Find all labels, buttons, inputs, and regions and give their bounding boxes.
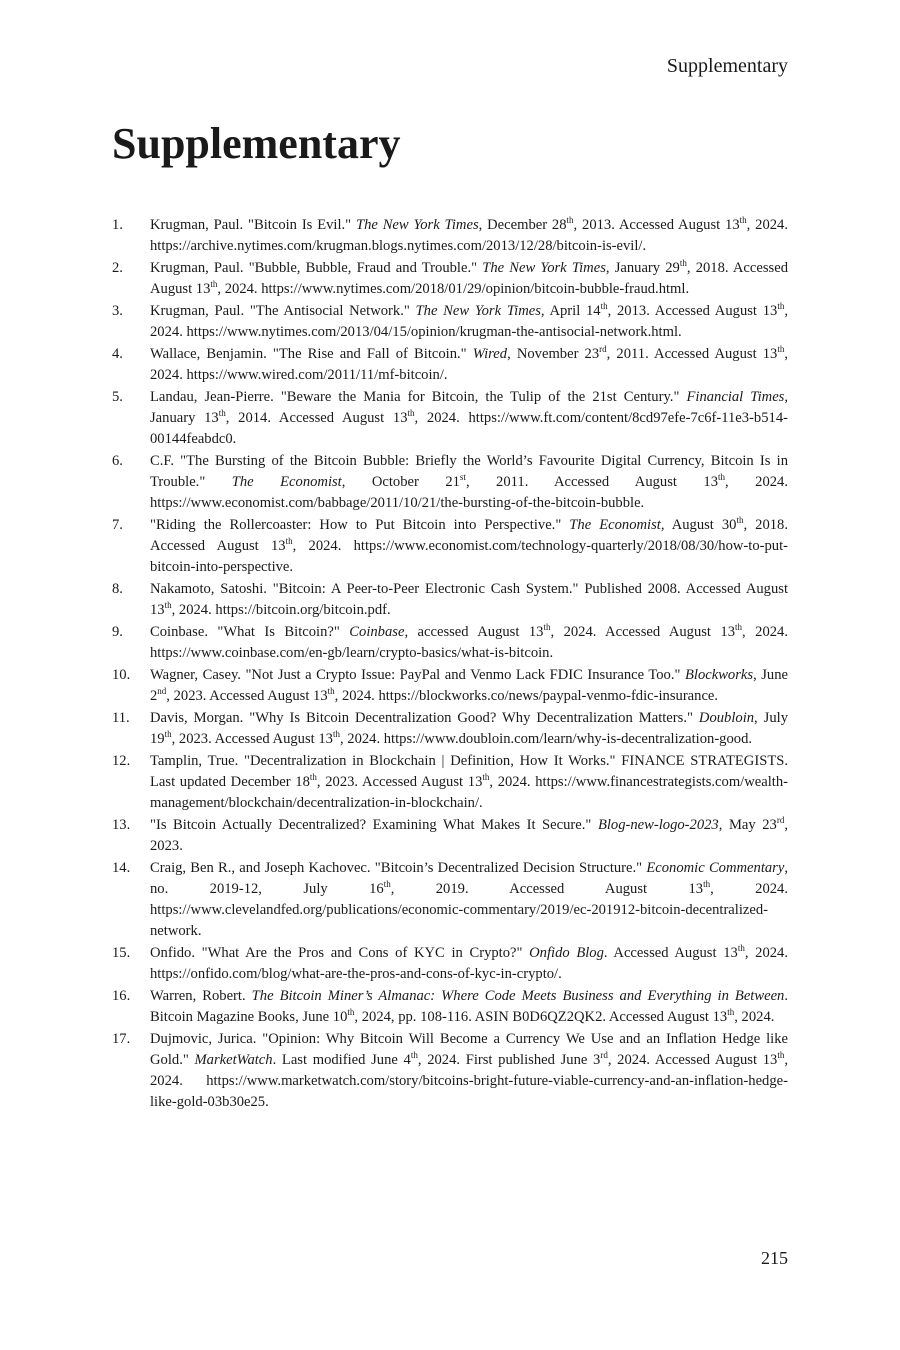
reference-text [150, 943, 788, 985]
reference-text-run: , 2013. Accessed August 13 [607, 303, 778, 319]
reference-item [112, 258, 788, 300]
ordinal-suffix: th [679, 258, 687, 269]
reference-item [112, 451, 788, 514]
reference-item [112, 344, 788, 386]
reference-text [150, 579, 788, 621]
ordinal-suffix: th [739, 215, 747, 226]
ordinal-suffix: th [164, 729, 172, 740]
reference-text-run: Onfido. "What Are the Pros and Cons of KYC in Crypto?" [150, 945, 530, 961]
ordinal-suffix: th [407, 408, 415, 419]
publication-title: Financial Times [686, 389, 785, 405]
publication-title: Wired [472, 346, 508, 362]
reference-number: 17. [112, 1031, 131, 1047]
ordinal-suffix: th [600, 301, 608, 312]
reference-text-run: , 2024. First published June 3 [417, 1052, 601, 1068]
reference-text-run: , 2023. Accessed August 13 [171, 731, 333, 747]
reference-item [112, 815, 788, 857]
reference-text-run: . Bitcoin Magazine Books, June 10 [150, 988, 789, 1025]
ordinal-suffix: th [164, 600, 172, 611]
ordinal-suffix: rd [776, 815, 785, 826]
reference-text-run: , 2024. Accessed August 13 [550, 624, 736, 640]
ordinal-suffix: th [347, 1007, 355, 1018]
ordinal-suffix: th [727, 1007, 735, 1018]
reference-number: 8. [112, 581, 123, 597]
publication-title: The New York Times [482, 260, 606, 276]
reference-text-run: , June 2 [150, 667, 788, 704]
ordinal-suffix: th [309, 772, 317, 783]
reference-text-run: , 2024. https://www.ft.com/content/8cd97efe-7c6f-11e3-b514-00144feabdc0. [150, 410, 788, 447]
reference-text [150, 708, 788, 750]
reference-text-run: , 2024. https://www.financestrategists.com/wealth-management/blockchain/decentralization-in-blockchain/. [150, 774, 788, 811]
reference-text-run: , 2019. Accessed August 13 [390, 881, 704, 897]
reference-text-run: , 2024. https://www.wired.com/2011/11/mf-bitcoin/. [150, 346, 789, 383]
ordinal-suffix: rd [599, 344, 607, 355]
reference-text [150, 387, 788, 450]
reference-text-run: , August 30 [660, 517, 737, 533]
reference-text-run: "Riding the Rollercoaster: How to Put Bitcoin into Perspective." [150, 517, 570, 533]
reference-text [150, 215, 788, 257]
reference-number: 7. [112, 517, 123, 533]
reference-text-run: , 2013. Accessed August 13 [573, 217, 740, 233]
ordinal-suffix: rd [600, 1050, 608, 1061]
page-title: Supplementary [112, 119, 401, 168]
reference-item [112, 986, 788, 1028]
reference-number: 6. [112, 453, 123, 469]
reference-text-run: , 2011. Accessed August 13 [465, 474, 719, 490]
reference-text [150, 451, 788, 514]
reference-text-run: , 2024. https://onfido.com/blog/what-are-the-pros-and-cons-of-kyc-in-crypto/. [150, 945, 788, 982]
reference-text-run: , 2024. https://archive.nytimes.com/krugman.blogs.nytimes.com/2013/12/28/bitcoin-is-evil/. [150, 217, 788, 254]
reference-text-run: , 2024. https://bitcoin.org/bitcoin.pdf. [171, 602, 391, 618]
reference-text-run: , 2018. Accessed August 13 [150, 517, 788, 554]
reference-item [112, 579, 788, 621]
publication-title: The Economist [569, 517, 661, 533]
ordinal-suffix: th [735, 622, 743, 633]
reference-text-run: , 2024. https://www.marketwatch.com/story/bitcoins-bright-future-viable-currency-and-an-inflation-hedge-like-gold-03b30e25. [150, 1052, 788, 1110]
reference-number: 14. [112, 860, 131, 876]
reference-text-run: C.F. "The Bursting of the Bitcoin Bubble: Briefly the World’s Favourite Digital Currency, Bitcoin Is in Trouble." [150, 453, 788, 490]
reference-text-run: , January 13 [150, 389, 789, 426]
reference-text [150, 515, 788, 578]
publication-title: The Economist [231, 474, 342, 490]
reference-text [150, 986, 788, 1028]
reference-text-run: Wallace, Benjamin. "The Rise and Fall of Bitcoin." [150, 346, 473, 362]
page-number: 215 [761, 1248, 788, 1268]
ordinal-suffix: th [566, 215, 574, 226]
reference-item [112, 215, 788, 257]
reference-item [112, 622, 788, 664]
reference-item [112, 751, 788, 814]
reference-text [150, 344, 788, 386]
reference-text [150, 301, 788, 343]
reference-item [112, 943, 788, 985]
reference-text-run: , April 14 [540, 303, 601, 319]
ordinal-suffix: th [327, 686, 335, 697]
ordinal-suffix: th [777, 1050, 785, 1061]
publication-title: Onfido Blog [529, 945, 604, 961]
reference-text-run: Tamplin, True. "Decentralization in Blockchain | Definition, How It Works." FINANCE STRATEGISTS. Last updated December 18 [150, 753, 788, 790]
ordinal-suffix: th [737, 943, 745, 954]
publication-title: Coinbase [349, 624, 405, 640]
reference-number: 2. [112, 260, 123, 276]
ordinal-suffix: th [703, 879, 711, 890]
publication-title: Blog-new-logo-2023 [597, 817, 719, 833]
ordinal-suffix: th [777, 301, 785, 312]
publication-title: The New York Times [415, 303, 541, 319]
reference-item [112, 858, 788, 942]
reference-text-run: . Accessed August 13 [603, 945, 738, 961]
reference-text-run: Coinbase. "What Is Bitcoin?" [150, 624, 350, 640]
reference-text-run: , December 28 [478, 217, 567, 233]
reference-text [150, 751, 788, 814]
ordinal-suffix: th [218, 408, 226, 419]
reference-text-run: , 2024. https://www.doubloin.com/learn/why-is-decentralization-good. [339, 731, 753, 747]
reference-number: 5. [112, 389, 123, 405]
reference-item [112, 515, 788, 578]
publication-title: The Bitcoin Miner’s Almanac: Where Code Meets Business and Everything in Between [251, 988, 785, 1004]
reference-text-run: , 2018. Accessed August 13 [150, 260, 788, 297]
reference-text-run: , January 29 [605, 260, 680, 276]
reference-text-run: Craig, Ben R., and Joseph Kachovec. "Bitcoin’s Decentralized Decision Structure." [150, 860, 647, 876]
reference-text [150, 1029, 788, 1113]
reference-text-run: , 2024. [734, 1009, 775, 1025]
reference-text [150, 622, 788, 664]
ordinal-suffix: th [777, 344, 785, 355]
ordinal-suffix: th [210, 279, 218, 290]
reference-number: 10. [112, 667, 131, 683]
publication-title: Economic Commentary [646, 860, 785, 876]
reference-text-run: , accessed August 13 [404, 624, 544, 640]
ordinal-suffix: th [718, 472, 726, 483]
reference-text-run: , 2024. https://www.clevelandfed.org/publications/economic-commentary/2019/ec-201912-bitcoin-decentralized-network. [150, 881, 788, 939]
reference-text-run: , 2024. https://www.economist.com/babbage/2011/10/21/the-bursting-of-the-bitcoin-bubble. [150, 474, 788, 511]
reference-text-run: . Last modified June 4 [272, 1052, 411, 1068]
reference-text-run: , 2011. Accessed August 13 [606, 346, 778, 362]
reference-text-run: "Is Bitcoin Actually Decentralized? Examining What Makes It Secure." [150, 817, 598, 833]
reference-number: 3. [112, 303, 123, 319]
reference-text-run: , no. 2019-12, July 16 [150, 860, 788, 897]
reference-text-run: Krugman, Paul. "Bubble, Bubble, Fraud and Trouble." [150, 260, 483, 276]
reference-text-run: Warren, Robert. [150, 988, 252, 1004]
publication-title: Doubloin [698, 710, 755, 726]
reference-number: 12. [112, 753, 131, 769]
publication-title: MarketWatch [194, 1052, 273, 1068]
reference-list [112, 215, 788, 1114]
reference-text-run: Wagner, Casey. "Not Just a Crypto Issue: PayPal and Venmo Lack FDIC Insurance Too." [150, 667, 685, 683]
ordinal-suffix: th [410, 1050, 418, 1061]
reference-text-run: , 2024, pp. 108-116. ASIN B0D6QZ2QK2. Accessed August 13 [354, 1009, 728, 1025]
reference-item [112, 665, 788, 707]
ordinal-suffix: th [736, 515, 744, 526]
reference-item [112, 301, 788, 343]
reference-text-run: , November 23 [507, 346, 600, 362]
ordinal-suffix: st [459, 472, 466, 483]
reference-text-run: , 2024. Accessed August 13 [607, 1052, 778, 1068]
reference-number: 11. [112, 710, 130, 726]
ordinal-suffix: th [285, 536, 293, 547]
reference-text-run: , July 19 [150, 710, 788, 747]
reference-text-run: , 2024. https://www.economist.com/technology-quarterly/2018/08/30/how-to-put-bitcoin-into-perspective. [150, 538, 788, 575]
reference-text [150, 815, 788, 857]
reference-text-run: Krugman, Paul. "Bitcoin Is Evil." [150, 217, 356, 233]
reference-text-run: , 2024. https://www.nytimes.com/2013/04/15/opinion/krugman-the-antisocial-network.html. [150, 303, 788, 340]
reference-text-run: Nakamoto, Satoshi. "Bitcoin: A Peer-to-Peer Electronic Cash System." Published 2008. Accessed August 13 [150, 581, 788, 618]
reference-text [150, 258, 788, 300]
reference-text [150, 665, 788, 707]
reference-text-run: , 2024. https://blockworks.co/news/paypal-venmo-fdic-insurance. [334, 688, 719, 704]
reference-number: 15. [112, 945, 131, 961]
reference-number: 1. [112, 217, 123, 233]
reference-text-run: , May 23 [718, 817, 777, 833]
reference-text-run: , 2014. Accessed August 13 [225, 410, 408, 426]
reference-text-run: Dujmovic, Jurica. "Opinion: Why Bitcoin Will Become a Currency We Use and an Inflation Hedge like Gold." [150, 1031, 788, 1068]
reference-number: 13. [112, 817, 131, 833]
reference-text-run: , 2024. https://www.nytimes.com/2018/01/29/opinion/bitcoin-bubble-fraud.html. [217, 281, 690, 297]
reference-number: 9. [112, 624, 123, 640]
ordinal-suffix: th [332, 729, 340, 740]
reference-item [112, 1029, 788, 1113]
reference-text [150, 858, 788, 942]
publication-title: Blockworks [684, 667, 754, 683]
reference-number: 16. [112, 988, 131, 1004]
reference-text-run: , October 21 [341, 474, 460, 490]
reference-item [112, 708, 788, 750]
reference-text-run: , 2023. Accessed August 13 [316, 774, 483, 790]
reference-text-run: Krugman, Paul. "The Antisocial Network." [150, 303, 416, 319]
running-header: Supplementary [666, 55, 788, 77]
publication-title: The New York Times [355, 217, 479, 233]
ordinal-suffix: th [482, 772, 490, 783]
reference-text-run: Landau, Jean-Pierre. "Beware the Mania for Bitcoin, the Tulip of the 21st Century." [150, 389, 687, 405]
reference-text-run: , 2023. [150, 817, 788, 854]
ordinal-suffix: th [383, 879, 391, 890]
reference-text-run: , 2024. https://www.coinbase.com/en-gb/learn/crypto-basics/what-is-bitcoin. [150, 624, 788, 661]
reference-text-run: , 2023. Accessed August 13 [166, 688, 328, 704]
reference-text-run: Davis, Morgan. "Why Is Bitcoin Decentralization Good? Why Decentralization Matters." [150, 710, 699, 726]
reference-item [112, 387, 788, 450]
ordinal-suffix: nd [157, 686, 167, 697]
reference-number: 4. [112, 346, 123, 362]
ordinal-suffix: th [543, 622, 551, 633]
